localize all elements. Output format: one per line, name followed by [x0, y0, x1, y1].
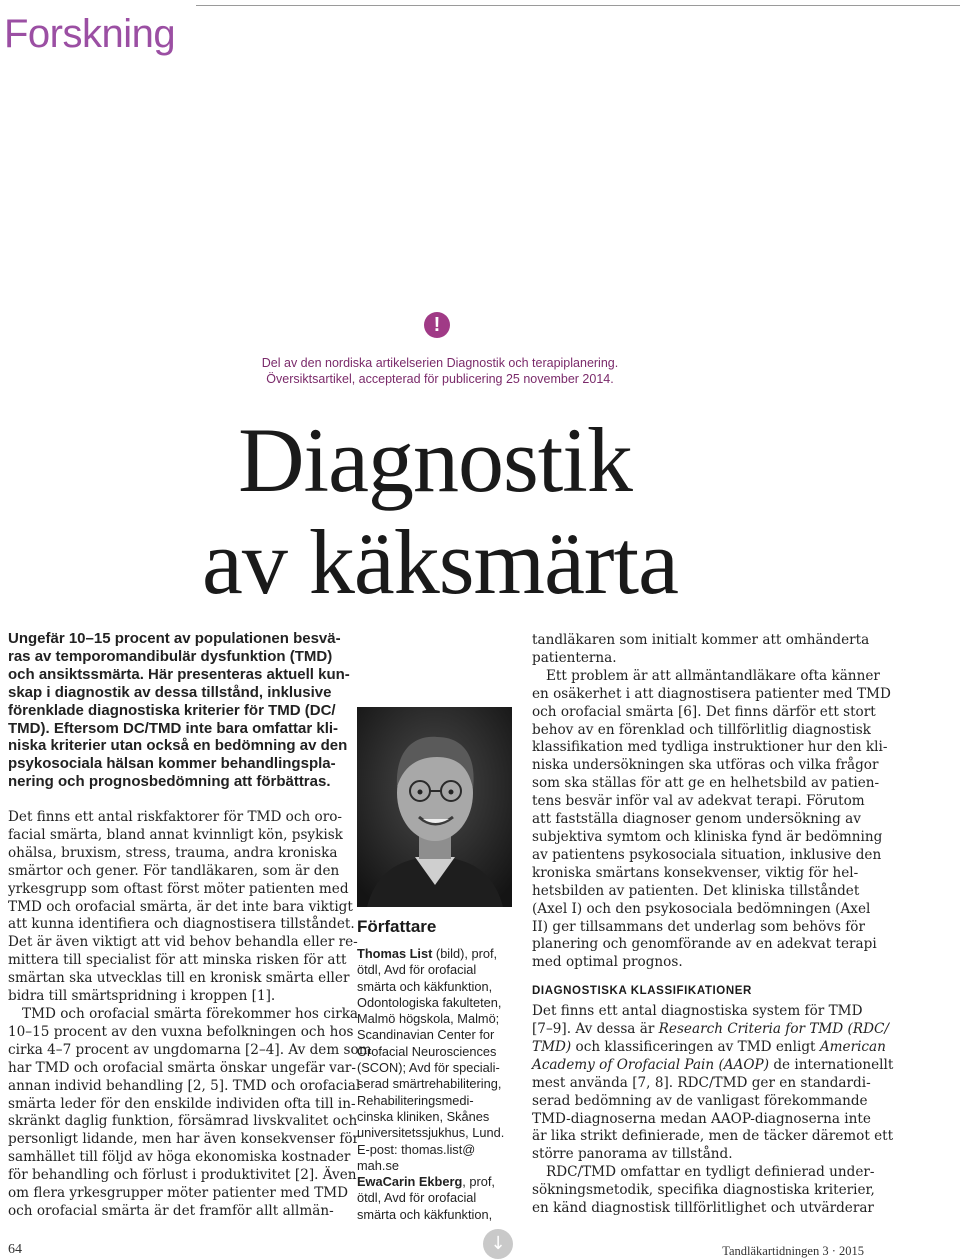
body-line: tens besvär inför val av adekvat terapi. Förutom: [532, 793, 865, 810]
body-line: Ett problem är att allmäntandläkare ofta känner: [546, 667, 880, 684]
body-column-1: [8, 809, 372, 1221]
lead-paragraph: [8, 630, 350, 791]
body-line: som ska ställas för att ge en helhetsbild av patien-: [532, 775, 880, 792]
lead-line: förenklade diagnostiska kriterier för TMD (DC/: [8, 701, 336, 719]
body-line: yrkesgrupp som oftast först möter patienten med: [8, 880, 349, 897]
body-line: 10–15 procent av den vuxna befolkningen och hos: [8, 1023, 354, 1040]
body-line: Det är även viktigt att vid behov behandla eller re-: [8, 934, 358, 951]
body-text-italic: Research Criteria for TMD (RDC/: [658, 1021, 889, 1038]
body-line: mittera till specialist för att minska risken för att: [8, 952, 347, 969]
authors-block: [357, 946, 522, 1223]
author-detail: ötdl, Avd för orofacial: [357, 962, 477, 978]
journal-name: Tandläkartidningen 3 · 2015: [722, 1244, 864, 1258]
exclamation-icon: !: [424, 312, 450, 338]
body-line: serad bedömning av de vanligast förekommande: [532, 1092, 868, 1109]
body-line: skränkt daglig funktion, försämrad livskvalitet och: [8, 1113, 358, 1130]
article-note-line-2: Översiktsartikel, accepterad för publicering 25 november 2014.: [266, 372, 614, 386]
body-line: av patientens psykosociala situation, inklusive den: [532, 846, 882, 863]
lead-line: psykosociala hälsan kommer behandlingspla-: [8, 755, 336, 773]
author-name-1: Thomas List: [357, 946, 433, 961]
body-line: att kunna identifiera och diagnostisera tillståndet.: [8, 916, 355, 933]
body-line: smärtor och gener. För tandläkaren, som är den: [8, 862, 340, 879]
author-detail: serad smärtrehabilitering,: [357, 1076, 502, 1092]
body-line: TMD och orofacial smärta, är det inte bara viktigt: [8, 898, 353, 915]
author-detail: , prof,: [462, 1174, 495, 1190]
body-line: smärta leder för den enskilde individen ofta till in-: [8, 1095, 356, 1112]
body-line: hetsbilden av patienten. Det kliniska tillståndet: [532, 882, 860, 899]
body-line: att fastställa diagnoser genom undersökning av: [532, 811, 861, 828]
lead-line: Ungefär 10–15 procent av populationen besvä-: [8, 630, 341, 647]
body-text-run: och klassificeringen av TMD enligt: [571, 1038, 820, 1055]
body-line: sökningsmetodik, specifika diagnostiska kriterier,: [532, 1182, 875, 1199]
lead-line: ras av temporomandibulär dysfunktion (TMD): [8, 647, 333, 665]
author-detail: Orofacial Neurosciences: [357, 1043, 497, 1059]
body-text-run: [7–9]. Av dessa är: [532, 1021, 659, 1038]
top-rule: [196, 5, 960, 6]
body-line: om flera yrkesgrupper möter patienter med TMD: [8, 1185, 349, 1202]
body-line: subjektiva symtom och kliniska fynd är bedömning: [532, 828, 883, 845]
author-detail: smärta och käkfunktion,: [357, 978, 493, 994]
body-column-3: [532, 632, 894, 1218]
author-detail: Odontologiska fakulteten,: [357, 994, 502, 1010]
body-line: [532, 1021, 889, 1039]
body-line: tandläkaren som initialt kommer att omhänderta: [532, 632, 870, 648]
body-line: RDC/TMD omfattar en tydligt definierad under-: [546, 1164, 875, 1181]
lead-line: och ansiktssmärta. Här presenteras aktuell kun-: [8, 665, 350, 683]
body-line: [532, 1038, 886, 1057]
body-line: (Axel I) och den psykosociala bedömningen (Axel: [532, 900, 871, 917]
body-line: bidra till smärtspridning i kroppen [1].: [8, 988, 276, 1005]
author-email[interactable]: mah.se: [357, 1157, 399, 1173]
author-detail: ötdl, Avd för orofacial: [357, 1190, 477, 1206]
author-detail: Rehabiliteringsmedi-: [357, 1092, 474, 1108]
body-line: II) ger tillsammans det underlag som behövs för: [532, 918, 865, 935]
body-line: en känd diagnostisk tillförlitlighet och utvärderar: [532, 1200, 874, 1217]
lead-line: niska kriterier utan också en bedömning av den: [8, 737, 348, 755]
body-line: kroniska smärtans konsekvenser, viktig för hel-: [532, 864, 859, 881]
body-line: [532, 1056, 894, 1075]
author-detail: Scandinavian Center for: [357, 1027, 495, 1043]
author-detail: universitetssjukhus, Lund.: [357, 1125, 505, 1141]
body-line: och orofacial smärta [6]. Det finns därför ett stort: [532, 703, 876, 720]
body-line: TMD och orofacial smärta förekommer hos cirka: [22, 1005, 359, 1022]
headline-line-2: av käksmärta: [202, 511, 678, 613]
body-line: en osäkerhet i att diagnostisera patienter med TMD: [532, 685, 891, 702]
author-portrait-image: [357, 707, 512, 907]
author-photo: [357, 707, 512, 907]
body-line: patienterna.: [532, 649, 617, 666]
body-line: ohälsa, bruxism, stress, trauma, andra kroniska: [8, 844, 338, 861]
body-line: facial smärta, bland annat kvinnligt kön, psykisk: [8, 826, 343, 843]
article-note-line-1: Del av den nordiska artikelserien Diagnostik och terapiplanering.: [261, 356, 619, 370]
body-line: planering och genomförande av en adekvat terapi: [532, 936, 877, 953]
arrow-down-icon[interactable]: ↓: [483, 1229, 513, 1259]
body-line: personligt lidande, men har även konsekvenser för: [8, 1131, 360, 1148]
author-detail: smärta och käkfunktion,: [357, 1206, 493, 1222]
subheading-diagnostiska-klassifikationer: DIAGNOSTISKA KLASSIFIKATIONER: [532, 985, 752, 998]
body-line: cirka 4–7 procent av ungdomarna [2–4]. Av dem som: [8, 1041, 372, 1058]
body-text-italic: American: [819, 1038, 886, 1055]
author-email[interactable]: E-post: thomas.list@: [357, 1141, 476, 1157]
lead-line: nering och prognosbedömning att förbättras.: [8, 773, 331, 791]
body-line: större panorama av tillstånd.: [532, 1146, 733, 1163]
lead-line: skap i diagnostik av dessa tillstånd, inklusive: [8, 683, 332, 701]
lead-line: TMD). Eftersom DC/TMD inte bara omfattar kli-: [8, 719, 339, 737]
body-line: niska undersökningen ska utföras och vilka frågor: [532, 757, 879, 774]
body-line: är lika strikt definierade, men de täcker däremot ett: [532, 1128, 894, 1145]
body-line: Det finns ett antal diagnostiska system för TMD: [532, 1003, 863, 1020]
page-number: 64: [8, 1242, 22, 1257]
body-text-italic: Academy of Orofacial Pain (AAOP): [532, 1056, 770, 1073]
body-line: annan individ behandling [2, 5]. TMD och orofacial: [8, 1077, 361, 1094]
author-detail: (SCON); Avd för speciali-: [357, 1060, 500, 1076]
author-detail: cinska kliniken, Skånes: [357, 1108, 490, 1124]
body-line: TMD-diagnoserna medan AAOP-diagnoserna inte: [532, 1110, 871, 1127]
section-label: Forskning: [4, 12, 176, 56]
body-line: och orofacial smärta är det framför allt allmän-: [8, 1202, 334, 1219]
authors-heading: Författare: [357, 917, 437, 936]
body-line: Det finns ett antal riskfaktorer för TMD och oro-: [8, 809, 343, 825]
body-text-run: de internationellt: [769, 1056, 894, 1073]
author-detail: (bild), prof,: [432, 946, 498, 961]
body-line: med optimal prognos.: [532, 954, 683, 971]
body-line: har TMD och orofacial smärta önskar ungefär var-: [8, 1059, 357, 1076]
body-line: för behandling och förlust i produktivitet [2]. Även: [8, 1167, 357, 1184]
author-detail: Malmö högskola, Malmö;: [357, 1011, 500, 1027]
body-text-italic: TMD): [532, 1038, 572, 1055]
body-line: klassifikation med tydliga instruktioner hur den kli-: [532, 739, 888, 756]
author-name-2: EwaCarin Ekberg: [357, 1174, 463, 1190]
body-line: samhället till följd av höga ekonomiska kostnader: [8, 1149, 351, 1166]
body-line: mest använda [7, 8]. RDC/TMD ger en standardi-: [532, 1074, 871, 1091]
headline-line-1: Diagnostik: [238, 409, 632, 511]
body-line: smärtan ska utvecklas till en kronisk smärta eller: [8, 970, 350, 987]
body-line: behov av en förenklad och tillförlitlig diagnostisk: [532, 721, 871, 738]
